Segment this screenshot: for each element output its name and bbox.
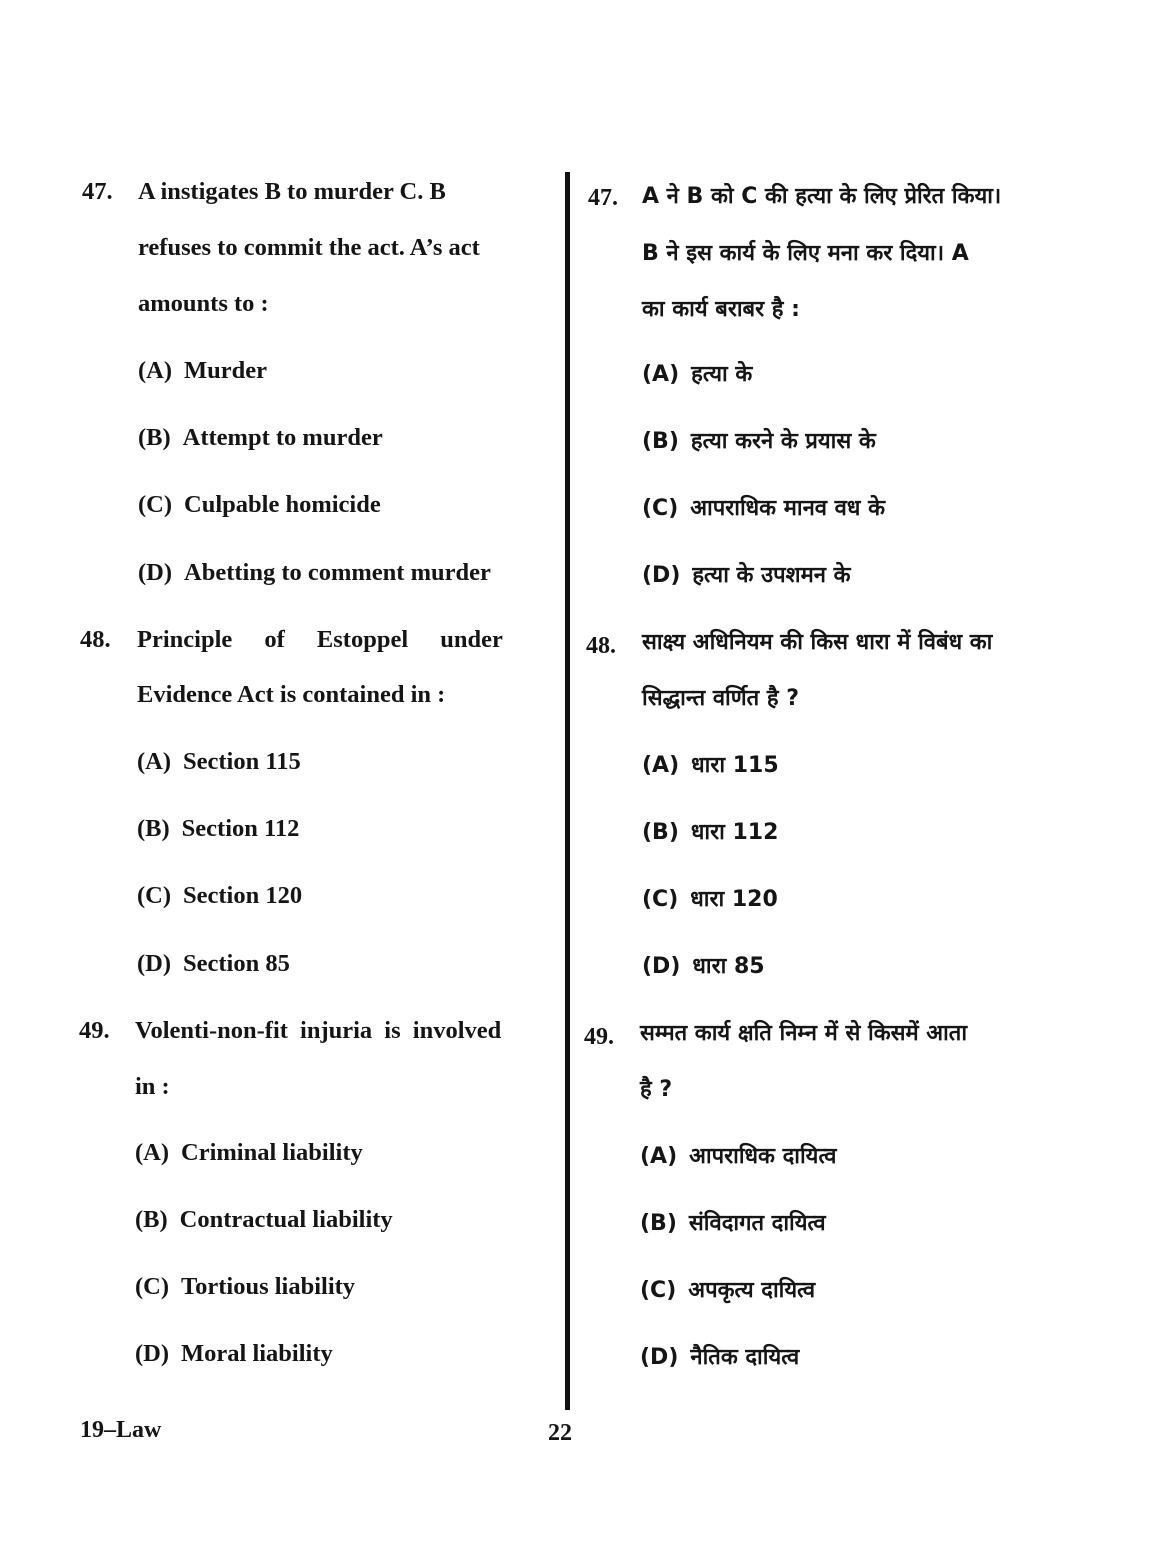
option-a: (A) Criminal liability — [135, 1139, 363, 1166]
question-number: 48. — [586, 633, 616, 659]
option-b: (B) संविदागत दायित्व — [640, 1211, 826, 1236]
option-d: (D) हत्या के उपशमन के — [642, 563, 851, 588]
option-c: (C) Tortious liability — [135, 1273, 356, 1300]
question-text-line: का कार्य बराबर है : — [642, 297, 800, 322]
option-b: (B) धारा 112 — [642, 820, 779, 845]
option-d: (D) धारा 85 — [642, 954, 765, 979]
english-column — [0, 0, 565, 1567]
question-text-line: Volenti-non-fit injuria is involved — [135, 1017, 502, 1044]
question-number: 49. — [584, 1024, 614, 1050]
option-a: (A) हत्या के — [642, 362, 753, 387]
option-a: (A) आपराधिक दायित्व — [640, 1144, 837, 1169]
column-divider — [565, 172, 570, 1410]
question-text-line: refuses to commit the act. A’s act — [138, 234, 480, 261]
option-b: (B) Section 112 — [137, 815, 300, 842]
option-b: (B) Attempt to murder — [138, 424, 383, 451]
option-d: (D) Abetting to comment murder — [138, 559, 491, 586]
question-text-line: amounts to : — [138, 290, 269, 317]
question-text-line: साक्ष्य अधिनियम की किस धारा में विबंध का — [642, 630, 993, 655]
option-a: (A) धारा 115 — [642, 753, 779, 778]
question-text-line: है ? — [640, 1077, 673, 1102]
question-number: 48. — [80, 626, 111, 653]
option-c: (C) Culpable homicide — [138, 491, 381, 518]
option-c: (C) अपकृत्य दायित्व — [640, 1278, 816, 1303]
question-text-line: Principle of Estoppel under — [137, 626, 503, 653]
option-c: (C) Section 120 — [137, 882, 303, 909]
question-number: 49. — [79, 1017, 110, 1044]
paper-code: 19–Law — [80, 1417, 162, 1443]
option-a: (A) Murder — [138, 357, 268, 384]
option-a: (A) Section 115 — [137, 748, 301, 775]
question-number: 47. — [82, 178, 113, 205]
option-b: (B) Contractual liability — [135, 1206, 393, 1233]
question-text-line: in : — [135, 1073, 170, 1100]
option-d: (D) Moral liability — [135, 1340, 333, 1367]
option-d: (D) नैतिक दायित्व — [640, 1345, 800, 1370]
option-c: (C) आपराधिक मानव वध के — [642, 496, 885, 521]
question-text-line: सिद्धान्त वर्णित है ? — [642, 686, 799, 711]
question-text-line: Evidence Act is contained in : — [137, 681, 446, 708]
hindi-column — [572, 0, 1167, 1567]
question-text-line: A ने B को C की हत्या के लिए प्रेरित किया। — [642, 184, 1002, 209]
option-b: (B) हत्या करने के प्रयास के — [642, 429, 876, 454]
question-number: 47. — [588, 185, 618, 211]
option-c: (C) धारा 120 — [642, 887, 778, 912]
option-d: (D) Section 85 — [137, 950, 290, 977]
question-text-line: A instigates B to murder C. B — [138, 178, 446, 205]
page-number: 22 — [548, 1420, 572, 1446]
question-text-line: B ने इस कार्य के लिए मना कर दिया। A — [642, 241, 969, 266]
question-text-line: सम्मत कार्य क्षति निम्न में से किसमें आता — [640, 1021, 968, 1046]
